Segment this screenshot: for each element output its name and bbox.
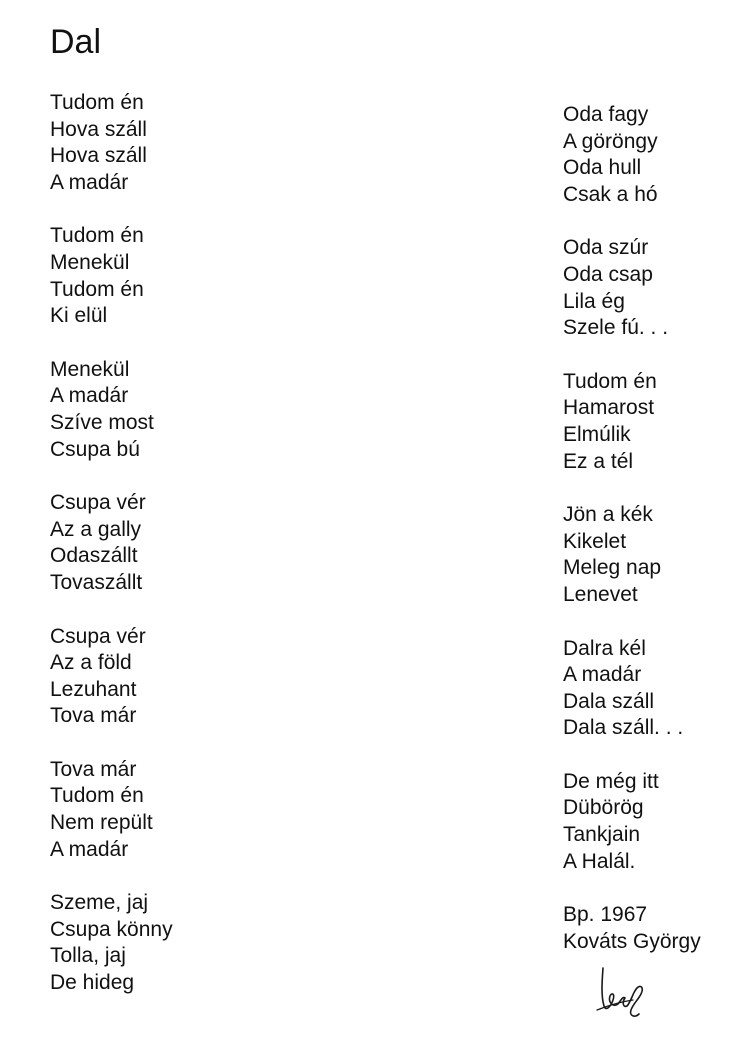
poem-line: Dalra kél bbox=[563, 636, 646, 660]
poem-line: Menekül bbox=[50, 250, 130, 274]
poem-line: Tudom én bbox=[50, 277, 144, 301]
poem-line: Ki elül bbox=[50, 304, 108, 328]
poem-line: Oda szúr bbox=[563, 236, 649, 260]
poem-line: Tolla, jaj bbox=[50, 944, 126, 968]
poem-line: Lenevet bbox=[563, 582, 638, 606]
poem-line: Oda fagy bbox=[563, 103, 649, 126]
poem-line: Tankjain bbox=[563, 823, 641, 847]
poem-line: Csupa vér bbox=[50, 491, 146, 515]
poem-line: Csupa bú bbox=[50, 437, 140, 461]
poem-line: Szíve most bbox=[50, 410, 154, 434]
stanza-6 bbox=[50, 757, 173, 863]
poem-line: De még itt bbox=[563, 769, 659, 793]
poem-line: Tova már bbox=[50, 757, 137, 781]
poem-line: Csupa vér bbox=[50, 624, 146, 648]
poem-line: Tudom én bbox=[50, 224, 144, 248]
poem-line: Tudom én bbox=[50, 91, 144, 114]
poem-line: Szeme, jaj bbox=[50, 891, 149, 915]
stanza-4 bbox=[50, 490, 173, 596]
poem-line: Dala száll bbox=[563, 689, 655, 713]
stanza-7 bbox=[50, 890, 173, 996]
poem-line: Tova már bbox=[50, 704, 137, 728]
stanza-12 bbox=[563, 636, 701, 742]
poem-line: Jön a kék bbox=[563, 503, 653, 527]
poem-line: Hova száll bbox=[50, 144, 147, 168]
poem-line: A Halál. bbox=[563, 849, 636, 873]
poem-line: Az a gally bbox=[50, 517, 142, 541]
poem-line: Szele fú. . . bbox=[563, 316, 669, 340]
stanza-11 bbox=[563, 502, 701, 608]
poem-line: Az a föld bbox=[50, 651, 132, 675]
poem-line: A madár bbox=[50, 384, 129, 408]
poem-line: A madár bbox=[50, 170, 129, 194]
poem-line: Odaszállt bbox=[50, 544, 138, 568]
poem-line: Menekül bbox=[50, 357, 130, 381]
stanza-5 bbox=[50, 624, 173, 730]
poem-line: Hamarost bbox=[563, 396, 655, 420]
poem-line: A madár bbox=[50, 837, 129, 861]
poem-title: Dal bbox=[50, 23, 102, 61]
poem-line: Meleg nap bbox=[563, 556, 662, 580]
poem-line: Tovaszállt bbox=[50, 570, 143, 594]
poem-line: Nem repült bbox=[50, 811, 153, 835]
poem-line: A madár bbox=[563, 663, 642, 687]
poem-line: Tudom én bbox=[50, 784, 144, 808]
poem-line: De hideg bbox=[50, 971, 135, 995]
poem-line: Oda csap bbox=[563, 262, 653, 286]
stanza-3 bbox=[50, 357, 173, 463]
stanza-10 bbox=[563, 369, 701, 475]
signature-block bbox=[563, 902, 701, 955]
stanza-9 bbox=[563, 235, 701, 341]
poem-line: Elmúlik bbox=[563, 422, 631, 446]
stanza-8 bbox=[563, 102, 701, 208]
right-column bbox=[563, 102, 701, 982]
stanza-1 bbox=[50, 90, 173, 196]
author-name: Kováts György bbox=[563, 929, 701, 953]
poem-line: Tudom én bbox=[563, 369, 657, 393]
handwritten-signature bbox=[593, 962, 653, 1020]
poem-line: Csak a hó bbox=[563, 182, 658, 206]
poem-line: A göröngy bbox=[563, 129, 658, 153]
poem-line: Lezuhant bbox=[50, 677, 137, 701]
poem-line: Csupa könny bbox=[50, 917, 173, 941]
left-column bbox=[50, 90, 173, 1024]
stanza-13 bbox=[563, 769, 701, 875]
poem-line: Ez a tél bbox=[563, 449, 634, 473]
poem-line: Dala száll. . . bbox=[563, 716, 684, 740]
stanza-2 bbox=[50, 223, 173, 329]
poem-line: Hova száll bbox=[50, 117, 147, 141]
date-place: Bp. 1967 bbox=[563, 903, 648, 927]
poem-line: Kikelet bbox=[563, 529, 627, 553]
poem-line: Oda hull bbox=[563, 156, 642, 180]
poem-line: Lila ég bbox=[563, 289, 625, 313]
poem-line: Dübörög bbox=[563, 796, 644, 820]
